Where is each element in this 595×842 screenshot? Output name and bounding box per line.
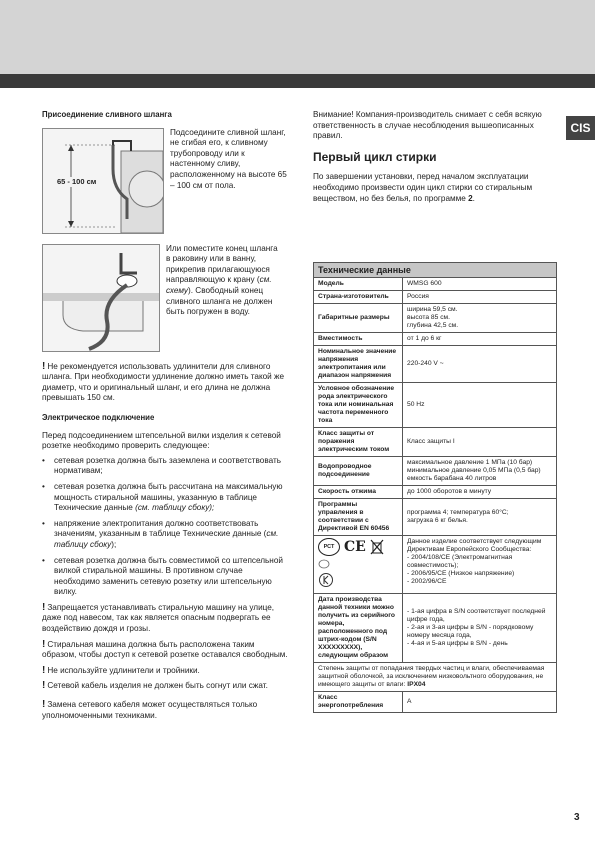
first-cycle-text: [313, 172, 557, 204]
ip-code: IPX04: [407, 681, 426, 688]
spec-value: ширина 59,5 см. высота 85 см. глубина 42,5 см.: [403, 304, 557, 333]
sink-hose-illustration: [43, 245, 159, 351]
list-text: сетевая розетка должна быть рассчитана на максимальную мощность стиральной машины, указанную в таблице Технические данные: [54, 481, 283, 513]
table-row: [314, 304, 557, 333]
list-ref: (см. таблицу сбоку);: [135, 503, 215, 513]
specs-table: [313, 262, 557, 713]
pct-mark-icon: РСТ: [318, 538, 340, 556]
electric-checklist: [42, 456, 290, 598]
spec-value: до 1000 оборотов в минуту: [403, 486, 557, 499]
spec-label: Класс защиты от поражения электрическим током: [314, 428, 403, 457]
spec-label: Номинальное значение напряжения электропитания или диапазон напряжения: [314, 346, 403, 383]
list-tail: );: [111, 539, 117, 549]
list-text: напряжение электропитания должно соответствовать значениям, указанным в таблице Технические данные (: [54, 518, 267, 539]
page-number: 3: [574, 812, 580, 823]
table-row: [314, 486, 557, 499]
sink-text-a: Или поместите конец шланга в раковину или в ванну, прикрепив прилагающуюся направляющую к крану (: [166, 243, 278, 285]
warning-text: Замена сетевого кабеля может осуществляться только уполномоченными техниками.: [42, 700, 258, 720]
list-item: • сетевая розетка должна быть совместимой со штепсельной вилкой стиральной машины. В противном случае необходимо заменить сетевую розетку или штепсельную вилку.: [42, 555, 283, 597]
table-row: [314, 383, 557, 428]
list-ref: см. таблицу сбоку: [54, 529, 279, 549]
sink-figure: [42, 244, 160, 352]
warning-icon: !: [42, 699, 46, 711]
table-row: [314, 457, 557, 486]
warning-icon: !: [42, 680, 46, 692]
header-band: [0, 0, 595, 74]
region-tab: CIS: [566, 116, 595, 140]
spec-label: Программы управления в соответствии с Директивой EN 60456: [314, 499, 403, 536]
directives-text: Данное изделие соответствует следующим Директивам Европейского Сообщества: - 2004/108/CE (Электромагнитная совместимость); - 2006/95/CE (Низкое напряжение) - 2002/96/CE: [403, 536, 557, 594]
outdoor-warning: [42, 603, 290, 635]
first-cycle-body: По завершении установки, перед началом эксплуатации необходимо произвести один цикл стирки со стиральным веществом, но без белья, по программе: [313, 172, 533, 203]
spec-value: WMSG 600: [403, 278, 557, 291]
certification-logos: [314, 536, 403, 594]
warning-text: Не используйте удлинители и тройники.: [47, 665, 200, 675]
spec-label: Страна-изготовитель: [314, 291, 403, 304]
list-text: сетевая розетка должна быть совместимой со штепсельной вилкой стиральной машины. В противном случае необходимо заменить сетевую розетку или штепсельную вилку.: [54, 555, 283, 597]
extension-warning: [42, 666, 290, 677]
ip-protection-note: [314, 663, 557, 692]
table-row: [314, 428, 557, 457]
sink-text-b: ). Свободный конец сливного шланга не должен быть погружен в воду.: [166, 285, 273, 317]
spec-value: от 1 до 6 кг: [403, 333, 557, 346]
table-row: [314, 594, 557, 663]
spec-label: Класс энергопотребления: [314, 692, 403, 713]
header-rule: [0, 74, 595, 88]
electric-section-title: Электрическое подключение: [42, 412, 155, 422]
left-column: [42, 110, 290, 726]
spec-label: Вместимость: [314, 333, 403, 346]
specs-table-title: Технические данные: [314, 263, 557, 278]
electric-intro: Перед подсоединением штепсельной вилки изделия к сетевой розетке необходимо проверить следующее:: [42, 430, 281, 451]
hose-extension-warning: [42, 362, 290, 404]
spec-label: Скорость отжима: [314, 486, 403, 499]
warning-text: Сетевой кабель изделия не должен быть согнут или сжат.: [47, 681, 268, 691]
spec-value: Класс защиты I: [403, 428, 557, 457]
spec-label: Водопроводное подсоединение: [314, 457, 403, 486]
liability-notice: Внимание! Компания-производитель снимает с себя всякую ответственность в случае несоблюдения вышеописанных правил.: [313, 110, 542, 141]
list-item: • напряжение электропитания должно соответствовать значениям, указанным в таблице Технические данные (см. таблицу сбоку);: [42, 518, 279, 549]
table-row: [314, 291, 557, 304]
sink-text-ref: см. схему: [166, 275, 272, 295]
cable-bend-warning: [42, 681, 290, 692]
drain-section-title: Присоединение сливного шланга: [42, 110, 172, 119]
warning-icon: !: [42, 601, 46, 613]
list-item: • сетевая розетка должна быть заземлена и соответствовать нормативам;: [42, 455, 281, 476]
table-row: [314, 346, 557, 383]
spec-value: A: [403, 692, 557, 713]
right-column: [313, 110, 557, 208]
spec-value: - 1-ая цифра в S/N соответствует последней цифре года, - 2-ая и 3-ая цифры в S/N - порядковому номеру месяца года, - 4-ая и 5-ая цифры в S/N - день: [403, 594, 557, 663]
drain-hose-instructions: Подсоедините сливной шланг, не сгибая его, к сливному трубопроводу или к настенному сливу, расположенному на высоте 65 – 100 см от пола.: [170, 127, 287, 190]
certification-mark-icon: [318, 559, 330, 569]
table-row: [314, 536, 557, 594]
warning-icon: !: [42, 664, 46, 676]
table-row: [314, 333, 557, 346]
spec-label: Дата производства данной техники можно получить из серийного номера, расположенного под штрих-кодом (S/N XXXXXXXXX), следующим образом: [314, 594, 403, 663]
drain-height-figure: [42, 128, 164, 234]
first-cycle-end: .: [472, 193, 475, 203]
warning-text: Не рекомендуется использовать удлинители для сливного шланга. При необходимости удлинение должно иметь такой же диаметр, что и оригинальный шланг, и его длина не должна превышать 150 см.: [42, 361, 285, 403]
sink-instructions: [166, 244, 284, 352]
cable-replace-warning: [42, 700, 290, 721]
spec-value: максимальное давление 1 МПа (10 бар) минимальное давление 0,05 МПа (0,5 бар) емкость барабана 40 литров: [403, 457, 557, 486]
drain-height-label: 65 - 100 см: [57, 176, 97, 186]
spec-value: 220-240 V ~: [403, 346, 557, 383]
spec-label: Габаритные размеры: [314, 304, 403, 333]
warning-text: Запрещается устанавливать стиральную машину на улице, даже под навесом, так как является опасным подвергать ее воздействию дождя и грозы.: [42, 602, 275, 634]
ip-protection-text: Степень защиты от попадания твердых частиц и влаги, обеспечиваемая защитной оболочкой, за исключением низковольтного оборудования, не имеющего защиты от влаги:: [318, 665, 545, 688]
list-item: • сетевая розетка должна быть рассчитана на максимальную мощность стиральной машины, указанную в таблице Технические данные (см. таблицу сбоку);: [42, 481, 283, 513]
program-number: 2: [468, 193, 473, 203]
warning-icon: !: [42, 638, 46, 650]
ce-mark-icon: CE: [344, 539, 366, 555]
spec-value: Россия: [403, 291, 557, 304]
socket-access-warning: [42, 640, 290, 661]
kz-certification-icon: [318, 572, 334, 588]
warning-icon: !: [42, 360, 46, 372]
spec-value: 50 Hz: [403, 383, 557, 428]
first-cycle-title: Первый цикл стирки: [313, 149, 437, 164]
spec-label: Модель: [314, 278, 403, 291]
table-row: [314, 663, 557, 692]
weee-bin-icon: [370, 539, 384, 555]
table-row: [314, 278, 557, 291]
table-row: [314, 499, 557, 536]
warning-text: Стиральная машина должна быть расположена таким образом, чтобы доступ к сетевой розетке оставался свободным.: [42, 639, 288, 660]
table-row: [314, 692, 557, 713]
spec-value: программа 4; температура 60°С; загрузка 6 кг белья.: [403, 499, 557, 536]
spec-label: Условное обозначение рода электрического тока или номинальная частота переменного тока: [314, 383, 403, 428]
list-text: сетевая розетка должна быть заземлена и соответствовать нормативам;: [54, 455, 281, 476]
